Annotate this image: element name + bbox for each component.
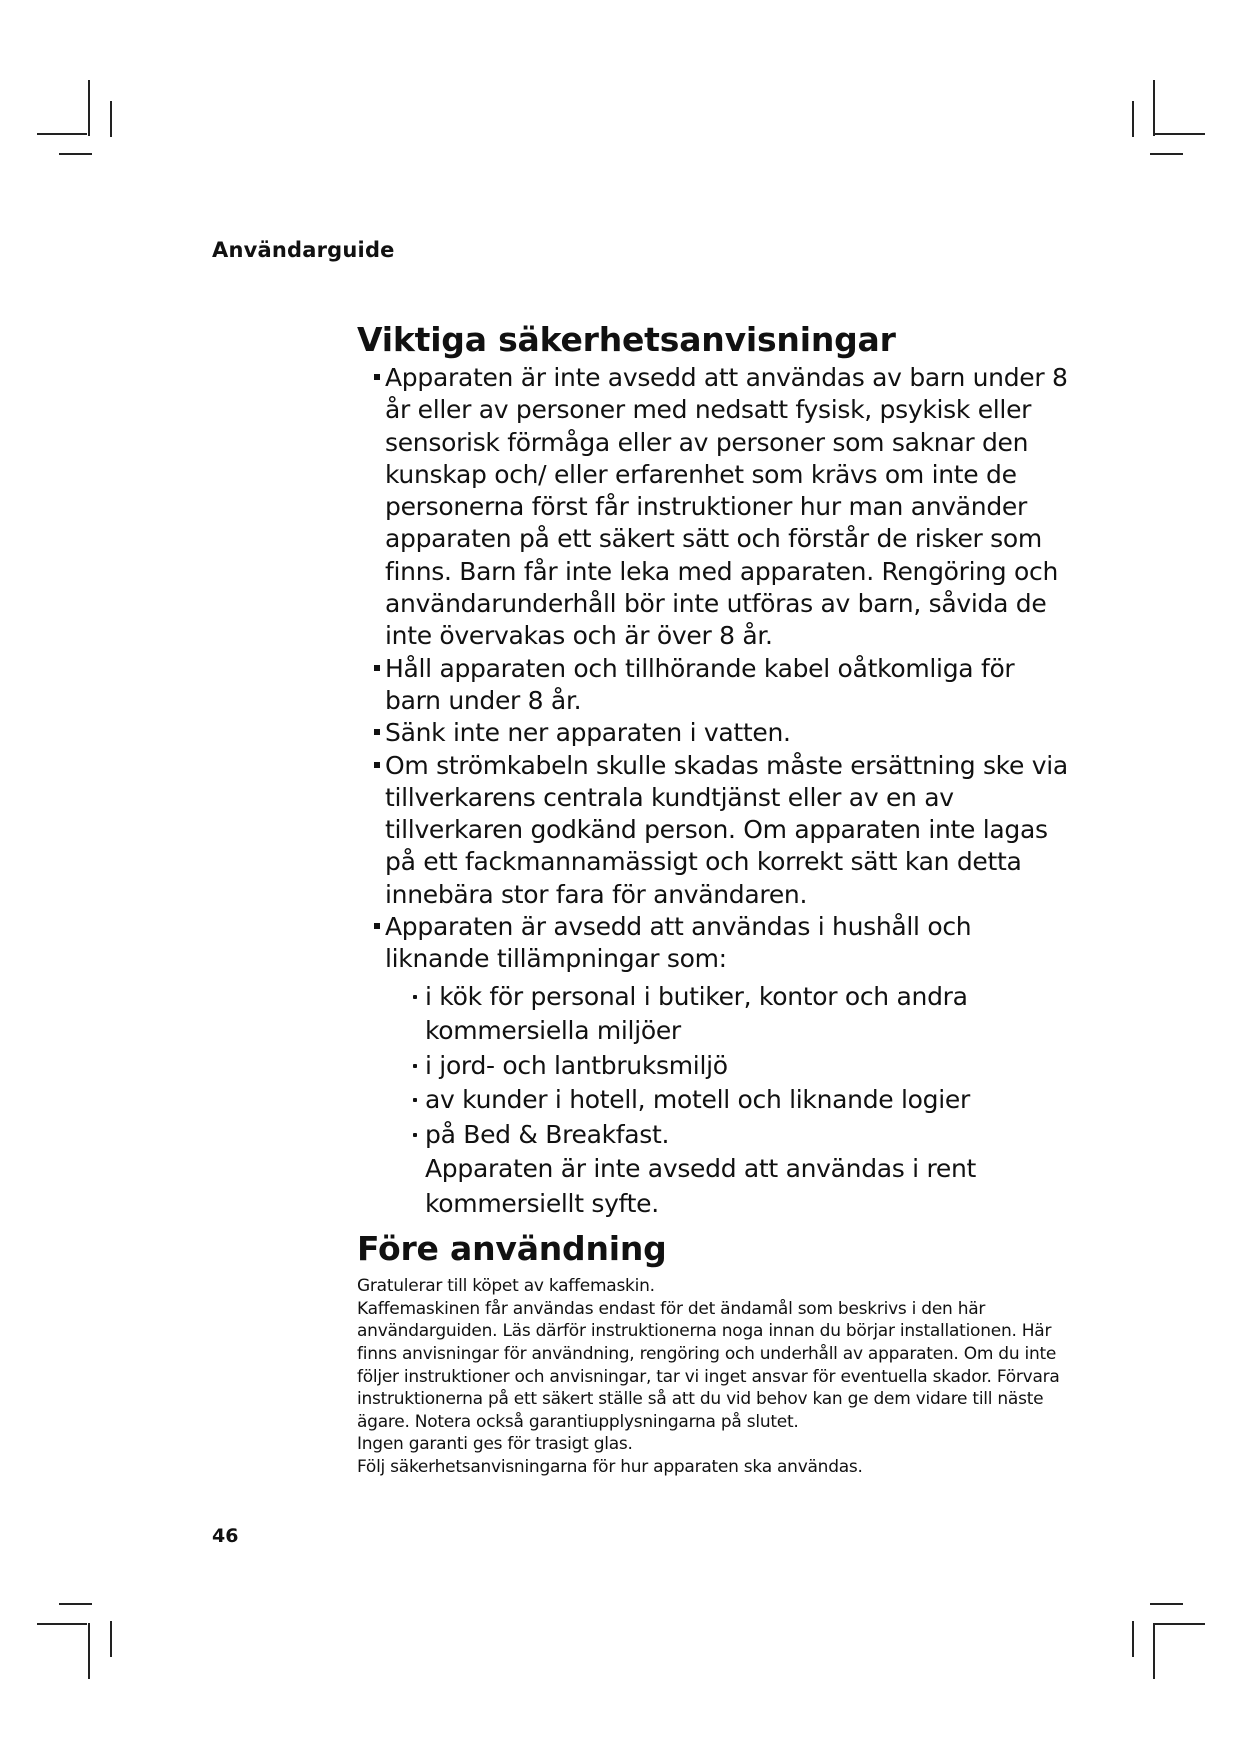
dot-bullet-icon	[413, 1064, 417, 1068]
crop-mark	[110, 101, 112, 137]
sub-list-item: på Bed & Breakfast. Apparaten är inte avsedd att användas i rent kommersiellt syfte.	[425, 1118, 1077, 1222]
square-bullet-icon	[374, 729, 380, 735]
square-bullet-icon	[374, 374, 380, 380]
crop-mark	[88, 80, 90, 136]
crop-mark	[1155, 133, 1205, 135]
list-item: Sänk inte ner apparaten i vatten.	[385, 717, 1077, 749]
crop-mark	[1153, 1623, 1155, 1679]
crop-mark	[37, 1623, 87, 1625]
crop-mark	[1155, 1623, 1205, 1625]
crop-mark	[88, 1623, 90, 1679]
paragraph: Följ säkerhetsanvisningarna för hur apparaten ska användas.	[357, 1456, 863, 1477]
main-content	[357, 318, 1077, 1478]
page-number: 46	[212, 1525, 239, 1547]
list-item: Apparaten är avsedd att användas i hushåll och liknande tillämpningar som: i kök för personal i butiker, kontor och andra kommersiella miljöer i jord- och lantbruksmiljö av kunder i hotell, motell och liknande logier på Bed & Breakfast. Apparaten är inte avsedd att användas i rent kommersiellt syfte.	[385, 911, 1077, 1221]
crop-mark	[59, 1603, 92, 1605]
list-item: Håll apparaten och tillhörande kabel oåtkomliga för barn under 8 år.	[385, 653, 1077, 718]
safety-list	[357, 362, 1077, 1221]
page-header: Användarguide	[212, 238, 395, 262]
paragraph: Gratulerar till köpet av kaffemaskin.	[357, 1276, 655, 1297]
crop-mark	[1132, 1621, 1134, 1657]
crop-mark	[1132, 101, 1134, 137]
square-bullet-icon	[374, 665, 380, 671]
commercial-use-note: Apparaten är inte avsedd att användas i rent kommersiellt syfte.	[425, 1154, 977, 1218]
dot-bullet-icon	[413, 1133, 417, 1137]
list-item: Apparaten är inte avsedd att användas av barn under 8 år eller av personer med nedsatt fysisk, psykisk eller sensorisk förmåga eller av personer som saknar den kunskap och/ eller erfarenhet som krävs om inte de personerna först får instruktioner hur man använder apparaten på ett säkert sätt och förstår de risker som finns. Barn får inte leka med apparaten. Rengöring och användarunderhåll bör inte utföras av barn, såvida de inte övervakas och är över 8 år.	[385, 362, 1077, 653]
sub-list-item: i jord- och lantbruksmiljö	[425, 1049, 1077, 1084]
section-title-before-use: Före användning	[357, 1229, 667, 1269]
square-bullet-icon	[374, 923, 380, 929]
usage-sublist	[425, 980, 1077, 1222]
section-title-safety: Viktiga säkerhetsanvisningar	[357, 320, 896, 359]
intro-text	[357, 1275, 1077, 1478]
sub-list-item: av kunder i hotell, motell och liknande logier	[425, 1083, 1077, 1118]
crop-mark	[110, 1621, 112, 1657]
paragraph: Kaffemaskinen får användas endast för det ändamål som beskrivs i den här användarguiden. Läs därför instruktionerna noga innan du börjar installationen. Här finns anvisningar för användning, rengöring och underhåll av apparaten. Om du inte följer instruktioner och anvisningar, tar vi inget ansvar för eventuella skador. Förvara instruktionerna på ett säkert ställe så att du vid behov kan ge dem vidare till näste ägare. Notera också garantiupplysningarna på slutet.	[357, 1298, 1060, 1432]
sub-list-item: i kök för personal i butiker, kontor och andra kommersiella miljöer	[425, 980, 1077, 1049]
crop-mark	[37, 133, 87, 135]
crop-mark	[1150, 153, 1183, 155]
paragraph: Ingen garanti ges för trasigt glas.	[357, 1434, 633, 1455]
crop-mark	[1153, 80, 1155, 136]
list-item: Om strömkabeln skulle skadas måste ersättning ske via tillverkarens centrala kundtjänst eller av en av tillverkaren godkänd person. Om apparaten inte lagas på ett fackmannamässigt och korrekt sätt kan detta innebära stor fara för användaren.	[385, 750, 1077, 911]
square-bullet-icon	[374, 762, 380, 768]
dot-bullet-icon	[413, 1098, 417, 1102]
dot-bullet-icon	[413, 995, 417, 999]
crop-mark	[59, 153, 92, 155]
crop-mark	[1150, 1603, 1183, 1605]
